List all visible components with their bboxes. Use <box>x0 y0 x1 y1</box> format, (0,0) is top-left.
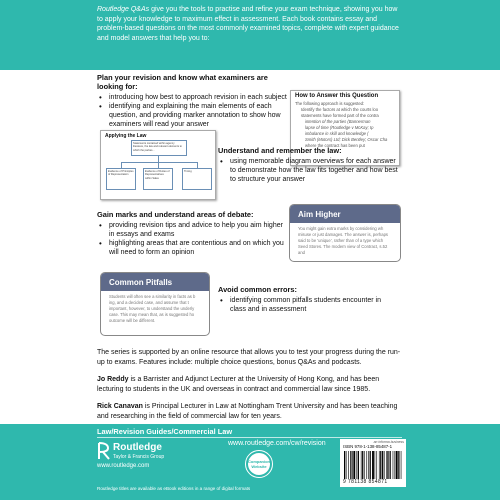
isbn-text: ISBN 978-1-138-85487-1 <box>343 444 393 449</box>
how-to-line: imbalance in skill and knowledge ( <box>305 131 369 136</box>
understand-section <box>218 146 398 184</box>
avoid-section <box>218 285 398 314</box>
avoid-bullet: • identifying common pitfalls students encounter in class and in assessment <box>218 296 398 314</box>
barcode-bar <box>372 451 374 479</box>
informa-note: an informa business <box>373 440 404 444</box>
book-category: Law/Revision Guides/Commercial Law <box>97 427 233 436</box>
plan-bullet: • introducing how best to approach revision in each subject <box>97 93 287 102</box>
barcode-bar <box>352 451 353 479</box>
author-bio-2: Rick Canavan is Principal Lecturer in Law at Nottingham Trent University and has been teaching and researching in the field of commercial law for ten years. <box>97 403 398 420</box>
publisher-name: Routledge <box>113 442 162 453</box>
series-description: The series is supported by an online resource that allows you to test your progress during the run-up to exams. Features include: multiple choice questions, bonus Q&As and podcasts. <box>97 349 401 366</box>
barcode-bar <box>344 451 345 479</box>
plan-section <box>97 73 287 129</box>
author-bio-1: Jo Reddy is a Barrister and Adjunct Lecturer at the University of Hong Kong, and has been lecturing to students in the UK and overseas in contract and commercial law since 1985. <box>97 376 380 393</box>
diagram-box: Evidence of Duties of Representatives within Sales <box>143 168 173 190</box>
barcode-bar <box>356 451 357 479</box>
how-to-line: where the contract has been put <box>305 143 365 148</box>
gain-bullet: • highlighting areas that are contentious and on which you will need to form an opinion <box>97 239 287 257</box>
routledge-logo-icon <box>97 442 111 460</box>
how-to-line: Smith (Motors) Ltd; Dick Bentley; Oscar Cha <box>305 137 388 142</box>
companion-website-badge: Companion Website <box>246 451 272 477</box>
barcode <box>344 451 402 479</box>
barcode-bar <box>368 451 369 479</box>
barcode-bar <box>382 451 383 479</box>
barcode-bar <box>395 451 396 479</box>
understand-heading: Understand and remember the law: <box>218 146 342 155</box>
barcode-bar <box>348 451 349 479</box>
diagram-box: Timing <box>182 168 212 190</box>
barcode-bar <box>353 451 355 479</box>
barcode-digits: 9 781138 854871 <box>343 479 388 485</box>
barcode-bar <box>376 451 377 479</box>
barcode-bar <box>361 451 362 479</box>
avoid-heading: Avoid common errors: <box>218 285 297 294</box>
barcode-bar <box>346 451 347 479</box>
aim-higher-sample <box>289 204 401 262</box>
how-to-line: Identify the factors at which the courts loo <box>301 107 379 112</box>
how-to-line: intention of the parties (Bannerman <box>305 119 371 124</box>
plan-heading: Plan your revision and know what examiners are looking for: <box>97 73 268 91</box>
barcode-bar <box>386 451 387 479</box>
diagram-connector <box>121 162 197 163</box>
barcode-bar <box>364 451 365 479</box>
how-to-answer-title: How to Answer this Question <box>295 93 379 99</box>
footer-divider <box>97 437 402 438</box>
gain-heading: Gain marks and understand areas of debate: <box>97 210 254 219</box>
barcode-bar <box>380 451 381 479</box>
footer-band <box>0 424 500 500</box>
how-to-line: statements have formed part of the contra <box>301 113 379 118</box>
author-name: Jo Reddy <box>97 376 129 383</box>
companion-url[interactable]: www.routledge.com/cw/revision <box>228 440 326 447</box>
barcode-bar <box>390 451 391 479</box>
description-body <box>97 348 402 421</box>
aim-higher-text: You might gain extra marks by considering wh misuse or just damages. The answer is, perhaps said to be 'unique', rather than of a type which Seed Stores. The modern view of Contract, s.52 and <box>290 223 400 259</box>
gain-section <box>97 210 287 257</box>
common-pitfalls-text: Students will often see a similarity in facts as b ing, and a decided case, and assume that t important, however, to understand the underly case. This may mean that, as is suggested ho outcome will be different. <box>101 291 209 327</box>
understand-bullet: • using memorable diagram overviews for each answer to demonstrate how the law fits together and how best to structure your answer <box>218 157 398 184</box>
barcode-bar <box>398 451 399 479</box>
gain-bullet: • providing revision tips and advice to help you aim higher in essays and exams <box>97 221 287 239</box>
ebook-note: Routledge titles are available as eBook editions in a range of digital formats <box>97 486 251 491</box>
applying-law-title: Applying the Law <box>105 133 147 139</box>
barcode-bar <box>393 451 394 479</box>
barcode-bar <box>396 451 398 479</box>
barcode-bar <box>362 451 363 479</box>
barcode-bar <box>370 451 371 479</box>
common-pitfalls-sample <box>100 272 210 336</box>
barcode-panel <box>340 439 406 487</box>
diagram-top-box: Statements contained within agency literature, the law and relevant elements to which the parties... <box>131 140 187 156</box>
barcode-bar <box>350 451 351 479</box>
series-brand: Routledge Q&As <box>97 6 150 13</box>
applying-law-sample <box>100 130 216 200</box>
author-name: Rick Canavan <box>97 403 143 410</box>
how-to-line: The following approach is suggested: <box>295 101 365 106</box>
barcode-bar <box>366 451 367 479</box>
barcode-bar <box>358 451 359 479</box>
how-to-line: lapse of time (Routledge v McKay; Ip <box>305 125 374 130</box>
aim-higher-title: Aim Higher <box>290 205 400 223</box>
barcode-bar <box>375 451 376 479</box>
common-pitfalls-title: Common Pitfalls <box>101 273 209 291</box>
barcode-bar <box>379 451 380 479</box>
plan-bullet: • identifying and explaining the main elements of each question, and providing marker annotation to show how examiners will read your answer <box>97 102 287 129</box>
diagram-box: Evidence of Principles of Representation <box>106 168 136 190</box>
barcode-bar <box>388 451 389 479</box>
barcode-bar <box>401 451 402 479</box>
barcode-bar <box>384 451 385 479</box>
intro-text: give you the tools to practise and refine your exam technique, showing you how to apply your knowledge to maximum effect in assessment. Each book contains essay and problem-based questions on the most commonly examined topics, complete with expert guidance and model answers that help you to: <box>97 6 399 42</box>
intro-banner <box>0 0 500 70</box>
publisher-subtitle: Taylor & Francis Group <box>113 454 165 460</box>
publisher-url[interactable]: www.routledge.com <box>97 463 150 469</box>
